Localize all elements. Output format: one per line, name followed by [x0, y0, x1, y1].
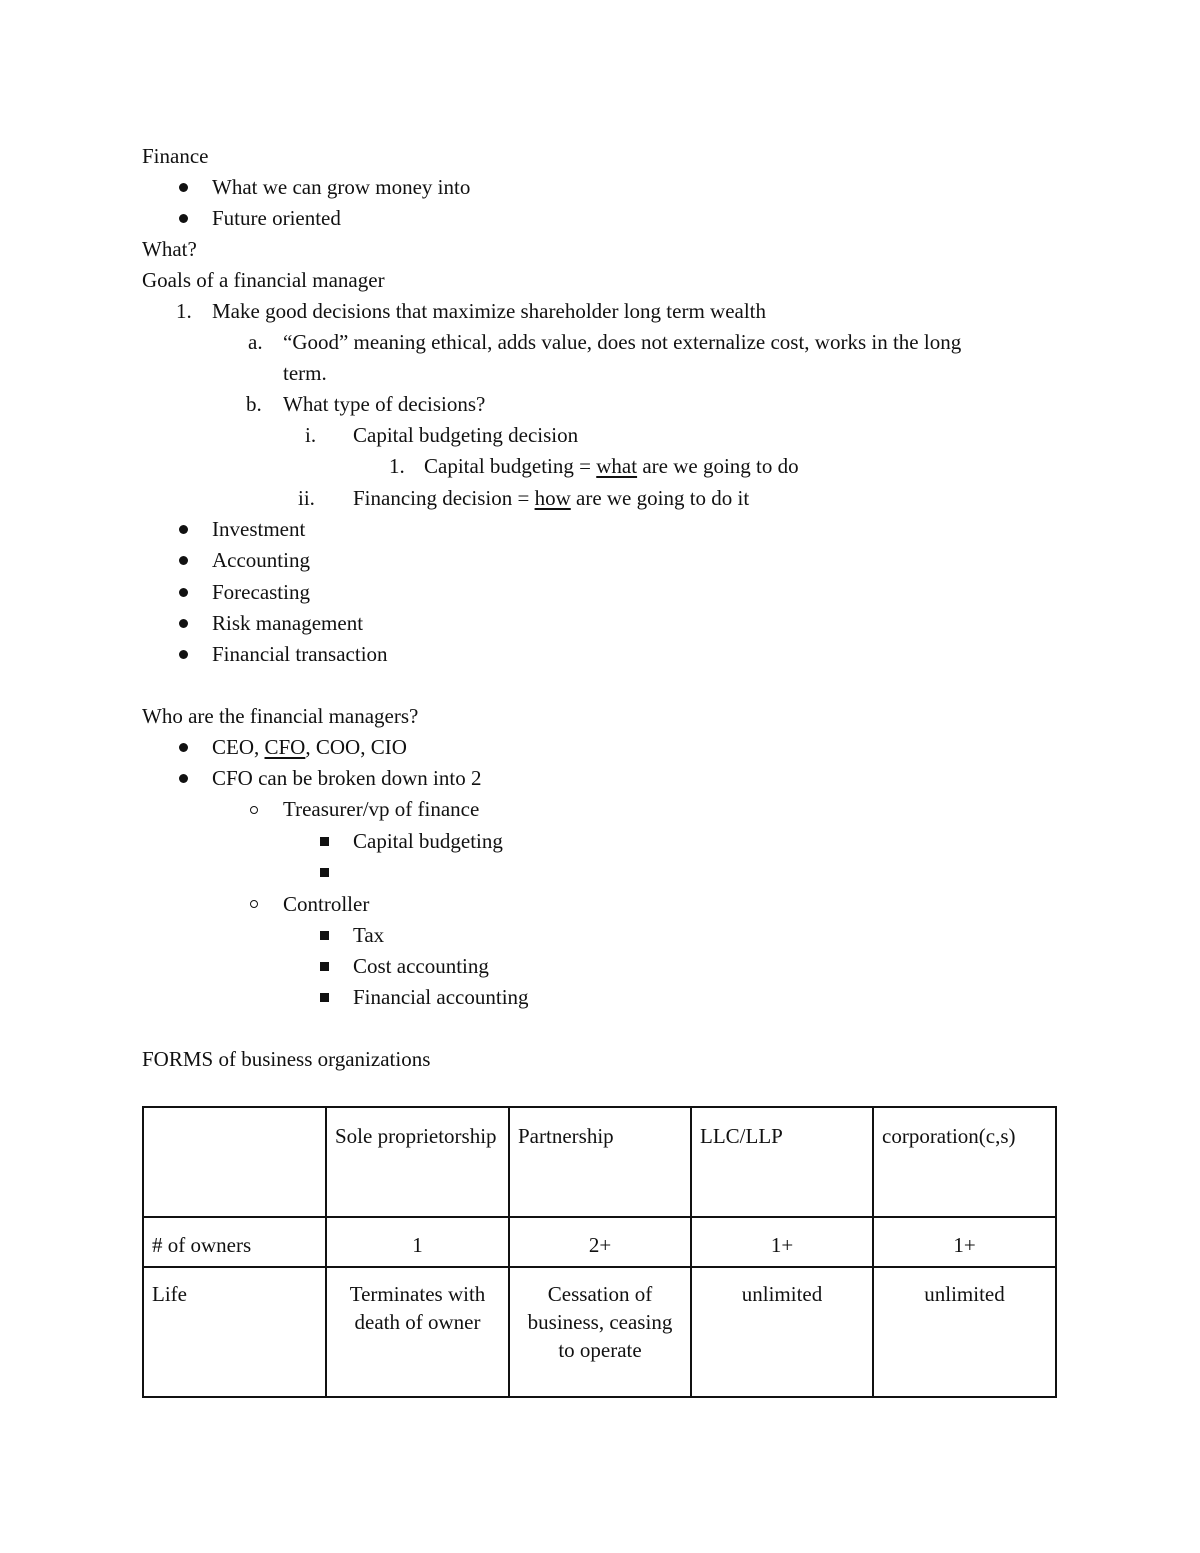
table-row-label: Life [143, 1267, 326, 1397]
ceo-text: CEO, [212, 735, 265, 759]
capital-budgeting-text: Capital budgeting = [424, 454, 597, 478]
goal-1a-line-2: term. [283, 361, 327, 385]
table-cell: unlimited [873, 1267, 1056, 1397]
finance-heading: Finance [142, 144, 209, 168]
goal-1a-line-1: “Good” meaning ethical, adds value, does not externalize cost, works in the long [283, 330, 962, 354]
table-header-cell: corporation(c,s) [873, 1107, 1056, 1217]
who-bullet-1 [212, 735, 407, 759]
goal-1: Make good decisions that maximize shareholder long term wealth [212, 299, 767, 323]
what-heading: What? [142, 237, 197, 261]
table-cell: 1+ [873, 1217, 1056, 1267]
coo-cio-text: , COO, CIO [305, 735, 407, 759]
controller-item-2: Cost accounting [353, 954, 489, 978]
underlined-how: how [534, 486, 571, 510]
forms-heading: FORMS of business organizations [142, 1047, 431, 1071]
goal-1b: What type of decisions? [283, 392, 486, 416]
bullet-circle-icon [250, 806, 258, 814]
table-header-row [143, 1107, 1056, 1217]
bullet-dot-icon [179, 214, 188, 223]
bullet-square-icon [320, 931, 329, 940]
goal-1b-i-1 [424, 454, 799, 478]
table-header-cell: Partnership [509, 1107, 691, 1217]
bullet-dot-icon [179, 619, 188, 628]
treasurer: Treasurer/vp of finance [283, 797, 480, 821]
goal-1b-i-marker: i. [305, 423, 317, 447]
activity-bullet-3: Forecasting [212, 580, 310, 604]
table-header-cell: LLC/LLP [691, 1107, 873, 1217]
table-cell: 1+ [691, 1217, 873, 1267]
activity-bullet-4: Risk management [212, 611, 364, 635]
goal-1-marker: 1. [176, 299, 192, 323]
controller: Controller [283, 892, 370, 916]
bullet-dot-icon [179, 183, 188, 192]
activity-bullet-1: Investment [212, 517, 306, 541]
bullet-square-icon [320, 962, 329, 971]
table-row-label: # of owners [143, 1217, 326, 1267]
table-header-cell: Sole proprietorship [326, 1107, 509, 1217]
controller-item-3: Financial accounting [353, 985, 529, 1009]
table-row [143, 1217, 1056, 1267]
who-heading: Who are the financial managers? [142, 704, 419, 728]
goal-1b-ii-marker: ii. [298, 486, 315, 510]
treasurer-item-1: Capital budgeting [353, 829, 503, 853]
bullet-dot-icon [179, 743, 188, 752]
finance-bullet-2: Future oriented [212, 206, 341, 230]
bullet-circle-icon [250, 900, 258, 908]
goal-1b-marker: b. [246, 392, 262, 416]
underlined-what: what [596, 454, 638, 478]
bullet-dot-icon [179, 774, 188, 783]
bullet-dot-icon [179, 650, 188, 659]
bullet-square-icon [320, 868, 329, 877]
finance-bullet-1: What we can grow money into [212, 175, 471, 199]
table-cell: unlimited [691, 1267, 873, 1397]
table-cell: Cessation of business, ceasing to operate [509, 1267, 691, 1397]
goal-1b-i: Capital budgeting decision [353, 423, 579, 447]
goals-heading: Goals of a financial manager [142, 268, 385, 292]
underlined-cfo: CFO [264, 735, 306, 759]
controller-item-1: Tax [353, 923, 385, 947]
bullet-dot-icon [179, 556, 188, 565]
goal-1b-ii [353, 486, 749, 510]
who-bullet-2: CFO can be broken down into 2 [212, 766, 482, 790]
business-forms-table [142, 1106, 1057, 1398]
table-header-cell [143, 1107, 326, 1217]
bullet-square-icon [320, 837, 329, 846]
bullet-square-icon [320, 993, 329, 1002]
financing-decision-suffix: are we going to do it [570, 486, 750, 510]
capital-budgeting-suffix: are we going to do [637, 454, 799, 478]
table-row [143, 1267, 1056, 1397]
goal-1b-i-1-marker: 1. [389, 454, 405, 478]
bullet-dot-icon [179, 588, 188, 597]
table-cell: Terminates with death of owner [326, 1267, 509, 1397]
financing-decision-text: Financing decision = [353, 486, 535, 510]
activity-bullet-5: Financial transaction [212, 642, 388, 666]
activity-bullet-2: Accounting [212, 548, 310, 572]
table-cell: 2+ [509, 1217, 691, 1267]
goal-1a-marker: a. [248, 330, 263, 354]
bullet-dot-icon [179, 525, 188, 534]
table-cell: 1 [326, 1217, 509, 1267]
